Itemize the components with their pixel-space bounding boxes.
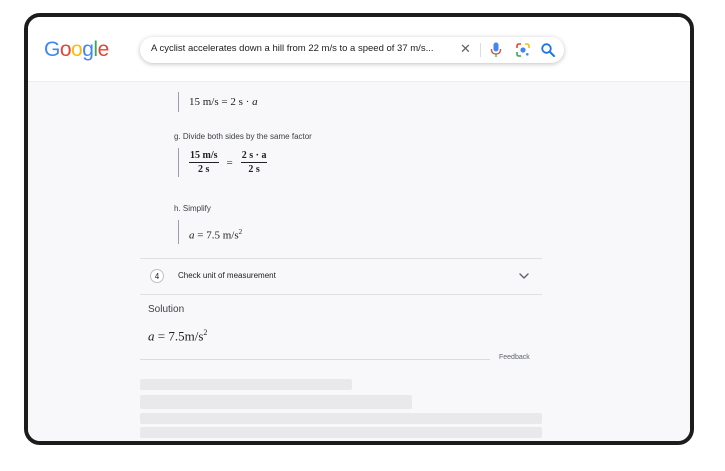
search-icon[interactable] <box>540 42 556 58</box>
fraction-denominator: 2 s <box>248 164 260 175</box>
equals-sign: = <box>197 229 204 242</box>
solution-heading: Solution <box>148 304 185 315</box>
loading-placeholder <box>140 441 448 445</box>
equals-sign: = <box>221 96 228 108</box>
result-value: 7.5 m/s <box>206 229 239 242</box>
search-input[interactable]: A cyclist accelerates down a hill from 22 m/s to a speed of 37 m/s... <box>151 43 434 54</box>
device-frame <box>24 13 694 445</box>
loading-placeholder <box>140 427 542 438</box>
equation-block <box>178 220 242 244</box>
step-number-badge: 4 <box>150 269 164 283</box>
search-header <box>28 17 690 82</box>
loading-placeholder <box>140 395 412 409</box>
equation-block <box>178 92 258 112</box>
logo-letter: o <box>71 38 83 61</box>
google-lens-icon[interactable] <box>515 42 531 58</box>
check-unit-label: Check unit of measurement <box>178 271 276 280</box>
logo-letter: g <box>82 38 94 61</box>
logo-letter: G <box>44 38 60 61</box>
chevron-down-icon[interactable] <box>518 270 530 282</box>
search-divider <box>480 43 481 57</box>
solution-equation <box>148 328 207 344</box>
results-content <box>28 82 690 441</box>
logo-letter: o <box>59 38 72 61</box>
exponent: 2 <box>238 228 243 236</box>
equation-rhs: 2 s <box>230 96 243 108</box>
fraction-numerator: 15 m/s <box>190 150 218 161</box>
check-unit-step-row[interactable] <box>140 258 542 295</box>
clear-search-icon[interactable]: ✕ <box>460 41 471 56</box>
fraction-numerator: 2 s · a <box>241 150 267 161</box>
exponent: 2 <box>203 328 208 337</box>
fraction-denominator: 2 s <box>198 164 210 175</box>
variable-a: a <box>189 229 195 242</box>
step-g-label: g. Divide both sides by the same factor <box>174 132 312 141</box>
feedback-link[interactable]: Feedback <box>499 354 530 361</box>
equation-block <box>178 148 267 177</box>
equals-sign: = <box>226 156 233 169</box>
search-bar[interactable] <box>140 37 564 63</box>
logo-letter: e <box>97 38 109 61</box>
equals-sign: = <box>157 328 166 344</box>
logo-letter: l <box>93 38 98 61</box>
step-h-label: h. Simplify <box>174 204 211 213</box>
loading-placeholder <box>140 413 542 424</box>
google-logo[interactable] <box>44 37 109 63</box>
solution-value: 7.5m/s <box>168 328 204 344</box>
variable-a: a <box>148 328 155 344</box>
feedback-divider <box>140 359 490 360</box>
loading-placeholder <box>140 379 352 390</box>
equation-lhs: 15 m/s <box>189 96 219 108</box>
fraction <box>189 150 219 175</box>
fraction <box>241 150 268 175</box>
multiply-dot: · <box>245 96 250 108</box>
microphone-icon[interactable] <box>490 42 502 58</box>
variable-a: a <box>252 96 258 108</box>
